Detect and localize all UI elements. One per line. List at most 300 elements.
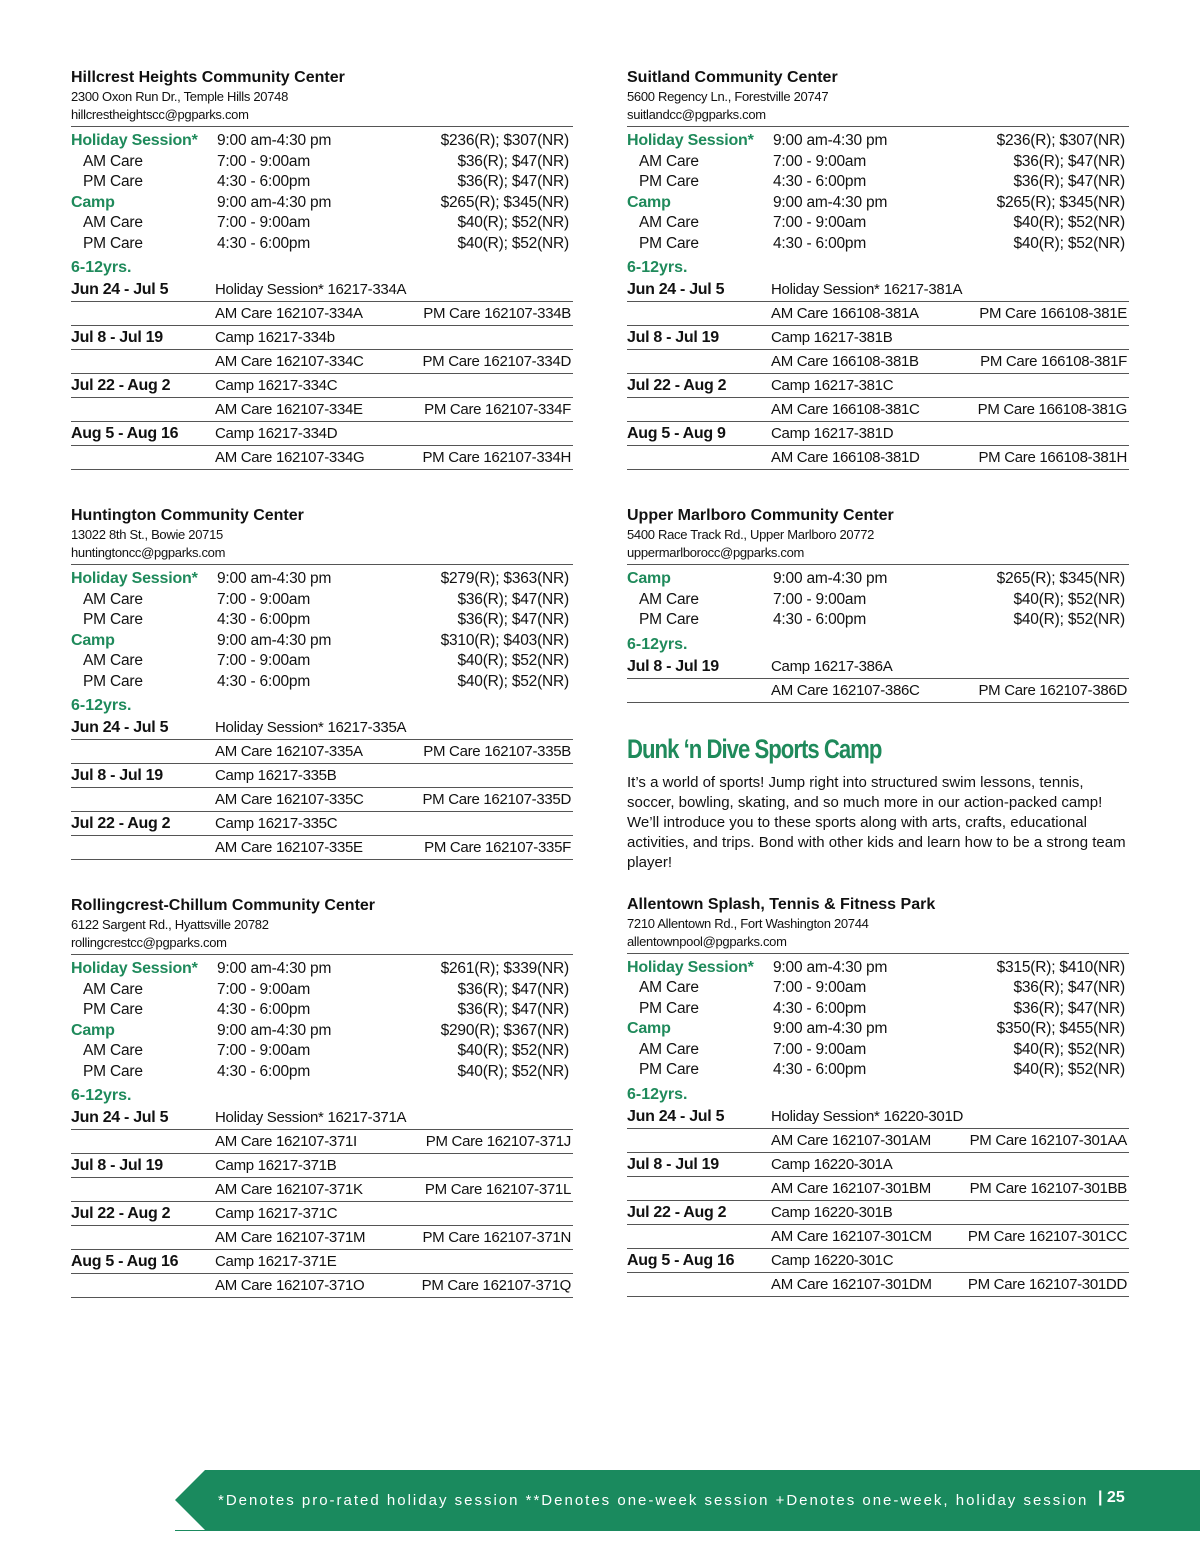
price-label: Camp [627, 1020, 671, 1037]
price-time: 7:00 - 9:00am [217, 652, 311, 669]
session-pm-code [571, 717, 573, 739]
session-pm-code: PM Care 162107-301CC [967, 1227, 1127, 1245]
price-label: AM Care [83, 214, 143, 231]
price-row [627, 610, 1129, 631]
price-label: Camp [627, 570, 671, 587]
session-code: AM Care 162107-335A [215, 743, 363, 760]
session-date: Aug 5 - Aug 9 [627, 425, 726, 442]
price-time: 7:00 - 9:00am [773, 979, 867, 996]
price-time: 9:00 am-4:30 pm [217, 960, 332, 977]
price-time: 7:00 - 9:00am [773, 152, 867, 170]
session-pm-code: PM Care 166108-381H [978, 449, 1127, 466]
session-row [627, 1105, 1129, 1129]
price-time: 9:00 am-4:30 pm [217, 1021, 332, 1039]
session-pm-code: PM Care 162107-335F [424, 839, 571, 856]
session-date [627, 447, 771, 469]
session-row [627, 1249, 1129, 1273]
session-row [71, 740, 573, 764]
session-pm-code [571, 1155, 573, 1177]
price-cost: $290(R); $367(NR) [440, 1021, 569, 1039]
community-center-block [71, 506, 573, 860]
session-date: Jul 8 - Jul 19 [627, 329, 719, 346]
price-row [71, 569, 573, 590]
center-address: 13022 8th St., Bowie 20715 [71, 527, 223, 542]
price-table [627, 569, 1129, 631]
center-address: 5400 Race Track Rd., Upper Marlboro 20772 [627, 527, 875, 542]
price-cost: $36(R); $47(NR) [1013, 152, 1125, 170]
session-code: Holiday Session* 16217-335A [215, 719, 407, 736]
age-range: 6-12yrs. [627, 635, 688, 653]
session-pm-code: PM Care 166108-381F [980, 353, 1127, 370]
session-row [627, 374, 1129, 398]
session-pm-code [1127, 375, 1129, 397]
session-pm-code [1127, 327, 1129, 349]
session-date [71, 1179, 215, 1201]
session-code: Camp 16217-371B [215, 1157, 337, 1174]
price-table [71, 959, 573, 1082]
price-cost: $265(R); $345(NR) [996, 193, 1125, 211]
session-pm-code [1127, 423, 1129, 445]
price-label: AM Care [83, 980, 143, 998]
price-row [71, 631, 573, 652]
price-cost: $36(R); $47(NR) [1013, 173, 1125, 190]
center-name: Allentown Splash, Tennis & Fitness Park [627, 895, 936, 913]
session-code: AM Care 166108-381A [771, 305, 919, 322]
price-cost: $40(R); $52(NR) [457, 652, 569, 669]
session-row [71, 1202, 573, 1226]
price-time: 9:00 am-4:30 pm [217, 570, 332, 587]
price-time: 9:00 am-4:30 pm [217, 193, 332, 211]
price-row [71, 172, 573, 193]
price-table [71, 569, 573, 692]
price-label: AM Care [83, 152, 143, 170]
price-row [627, 1040, 1129, 1061]
price-row [627, 234, 1129, 255]
price-time: 7:00 - 9:00am [217, 152, 311, 170]
price-table [627, 131, 1129, 254]
session-code: AM Care 162107-334A [215, 305, 363, 322]
center-email: hillcrestheightscc@pgparks.com [71, 106, 573, 127]
price-time: 7:00 - 9:00am [773, 214, 867, 231]
price-cost: $265(R); $345(NR) [996, 570, 1125, 587]
session-pm-code: PM Care 162107-301AA [969, 1131, 1127, 1149]
session-pm-code [571, 423, 573, 445]
price-row [627, 569, 1129, 590]
session-pm-code: PM Care 162107-371N [422, 1229, 571, 1246]
price-label: PM Care [83, 234, 143, 252]
session-date: Jul 8 - Jul 19 [71, 329, 163, 346]
price-label: PM Care [83, 1062, 143, 1080]
session-pm-code: PM Care 162107-334H [422, 449, 571, 466]
session-date [71, 1275, 215, 1297]
price-label: Holiday Session* [71, 570, 198, 587]
session-code: AM Care 162107-334C [215, 353, 364, 370]
session-row [627, 422, 1129, 446]
price-time: 4:30 - 6:00pm [773, 611, 867, 628]
session-row [627, 446, 1129, 470]
center-name: Rollingcrest-Chillum Community Center [71, 897, 376, 914]
session-pm-code [571, 1251, 573, 1273]
session-code: Camp 16217-381C [771, 377, 894, 394]
session-code: Camp 16217-334b [215, 329, 335, 346]
price-time: 4:30 - 6:00pm [773, 999, 867, 1017]
session-date [627, 303, 771, 325]
session-row [71, 446, 573, 470]
session-code: Camp 16217-334D [215, 425, 338, 442]
session-pm-code: PM Care 162107-386D [978, 681, 1127, 699]
session-date: Aug 5 - Aug 16 [627, 1251, 735, 1269]
right-column [627, 68, 1129, 1333]
session-code: Camp 16217-371C [215, 1205, 338, 1222]
session-row [71, 1226, 573, 1250]
price-label: AM Care [639, 1040, 699, 1058]
session-date: Aug 5 - Aug 16 [71, 1253, 179, 1270]
session-code: Camp 16217-386A [771, 657, 893, 675]
session-date: Jul 8 - Jul 19 [627, 1155, 719, 1173]
price-row [71, 1021, 573, 1042]
session-date: Jun 24 - Jul 5 [627, 1107, 725, 1125]
price-cost: $36(R); $47(NR) [457, 980, 569, 998]
price-row [71, 590, 573, 611]
session-code: AM Care 166108-381D [771, 449, 920, 466]
session-row [71, 302, 573, 326]
session-row [627, 1177, 1129, 1201]
session-table [71, 1106, 573, 1298]
session-date: Jul 22 - Aug 2 [71, 377, 171, 394]
price-row [71, 234, 573, 255]
session-date: Jul 22 - Aug 2 [627, 1203, 727, 1221]
session-row [71, 278, 573, 302]
price-row [71, 1000, 573, 1021]
session-date [71, 1227, 215, 1249]
session-code: Holiday Session* 16217-334A [215, 281, 407, 298]
session-row [71, 812, 573, 836]
price-time: 7:00 - 9:00am [217, 1042, 311, 1059]
session-row [627, 655, 1129, 679]
session-pm-code: PM Care 162107-371L [424, 1181, 571, 1198]
session-date: Jun 24 - Jul 5 [71, 1109, 169, 1126]
session-pm-code [571, 1107, 573, 1129]
session-code: Camp 16220-301A [771, 1155, 893, 1173]
session-code: AM Care 162107-334G [215, 449, 365, 466]
price-row [627, 193, 1129, 214]
session-pm-code: PM Care 162107-301DD [967, 1275, 1127, 1293]
price-cost: $279(R); $363(NR) [440, 570, 569, 587]
price-label: PM Care [83, 672, 143, 690]
session-date [71, 447, 215, 469]
price-cost: $40(R); $52(NR) [457, 214, 569, 231]
price-cost: $236(R); $307(NR) [440, 132, 569, 149]
price-row [71, 959, 573, 980]
price-label: Camp [71, 631, 115, 649]
price-row [627, 152, 1129, 173]
session-row [627, 326, 1129, 350]
session-row [627, 1201, 1129, 1225]
session-pm-code: PM Care 162107-371Q [421, 1277, 571, 1294]
price-row [627, 590, 1129, 611]
session-row [627, 1225, 1129, 1249]
price-cost: $36(R); $47(NR) [457, 590, 569, 608]
price-cost: $36(R); $47(NR) [457, 611, 569, 628]
price-time: 7:00 - 9:00am [217, 214, 311, 231]
session-code: AM Care 166108-381C [771, 401, 920, 418]
price-table [627, 958, 1129, 1081]
price-time: 9:00 am-4:30 pm [773, 958, 888, 976]
session-date: Aug 5 - Aug 16 [71, 425, 179, 442]
session-pm-code: PM Care 162107-371J [425, 1133, 571, 1150]
price-cost: $40(R); $52(NR) [1013, 234, 1125, 252]
price-label: Holiday Session* [71, 132, 198, 149]
session-code: AM Care 162107-371I [215, 1133, 357, 1150]
page-number: | 25 [1098, 1489, 1125, 1506]
center-email: rollingcrestcc@pgparks.com [71, 934, 573, 955]
session-code: Camp 16217-381D [771, 425, 894, 442]
price-cost: $40(R); $52(NR) [457, 1062, 569, 1080]
session-date: Jul 22 - Aug 2 [71, 815, 171, 832]
right-column-top [627, 68, 1129, 703]
price-label: PM Care [83, 1001, 143, 1018]
session-pm-code [571, 327, 573, 349]
session-code: AM Care 162107-301BM [771, 1179, 931, 1197]
community-center-block [627, 506, 1129, 703]
price-row [71, 1062, 573, 1083]
session-date [627, 351, 771, 373]
price-time: 9:00 am-4:30 pm [773, 132, 888, 149]
session-date: Jul 22 - Aug 2 [627, 377, 727, 394]
price-time: 4:30 - 6:00pm [217, 611, 311, 628]
community-center-block [627, 895, 1129, 1297]
session-pm-code [571, 1203, 573, 1225]
price-label: Camp [71, 193, 115, 211]
session-date [627, 680, 771, 702]
session-row [71, 422, 573, 446]
session-date: Jul 8 - Jul 19 [627, 657, 719, 675]
session-code: AM Care 162107-301DM [771, 1275, 932, 1293]
session-pm-code [571, 813, 573, 835]
session-row [627, 278, 1129, 302]
session-date: Jun 24 - Jul 5 [627, 281, 725, 298]
session-code: Camp 16220-301B [771, 1203, 893, 1221]
session-table [71, 278, 573, 470]
session-date [71, 303, 215, 325]
center-address: 5600 Regency Ln., Forestville 20747 [627, 89, 829, 104]
price-label: Camp [71, 1021, 115, 1039]
price-cost: $40(R); $52(NR) [1013, 611, 1125, 628]
session-row [627, 398, 1129, 422]
price-label: AM Care [639, 979, 699, 996]
session-row [71, 788, 573, 812]
session-pm-code: PM Care 162107-334F [424, 401, 571, 418]
session-code: AM Care 162107-386C [771, 681, 920, 699]
center-name: Hillcrest Heights Community Center [71, 69, 345, 86]
price-row [627, 131, 1129, 152]
right-column-bottom [627, 895, 1129, 1297]
session-code: Camp 16220-301C [771, 1251, 894, 1269]
price-row [71, 152, 573, 173]
session-pm-code: PM Care 166108-381E [979, 305, 1127, 322]
price-label: Camp [627, 193, 671, 211]
session-date [71, 399, 215, 421]
price-label: PM Care [639, 173, 699, 190]
price-label: AM Care [639, 214, 699, 231]
session-row [71, 1178, 573, 1202]
price-row [71, 672, 573, 693]
session-date [627, 1178, 771, 1200]
dunk-title: Dunk ‘n Dive Sports Camp [627, 733, 882, 764]
price-cost: $36(R); $47(NR) [457, 152, 569, 170]
price-label: Holiday Session* [627, 132, 754, 149]
session-pm-code [1127, 656, 1129, 678]
age-range: 6-12yrs. [71, 259, 132, 276]
community-center-block [71, 896, 573, 1298]
footer-arrow-notch [175, 1470, 205, 1530]
price-label: AM Care [639, 152, 699, 170]
session-pm-code: PM Care 162107-301BB [969, 1179, 1127, 1197]
price-row [627, 978, 1129, 999]
footer-note: *Denotes pro-rated holiday session **Denotes one-week session +Denotes one-week, holiday session [218, 1492, 1089, 1509]
price-cost: $40(R); $52(NR) [1013, 214, 1125, 231]
session-table [71, 716, 573, 860]
session-date [71, 741, 215, 763]
session-code: Holiday Session* 16220-301D [771, 1107, 964, 1125]
session-date: Jul 8 - Jul 19 [71, 1157, 163, 1174]
price-row [71, 980, 573, 1001]
session-row [71, 764, 573, 788]
left-column [71, 68, 573, 1334]
session-table [627, 655, 1129, 703]
price-cost: $36(R); $47(NR) [1013, 979, 1125, 996]
session-row [627, 1273, 1129, 1297]
price-cost: $36(R); $47(NR) [457, 1001, 569, 1018]
price-row [627, 172, 1129, 193]
dunk-description: It’s a world of sports! Jump right into structured swim lessons, tennis, soccer, bowling, skating, and so much more in our action-packed camp! We’ll introduce you to these sports along with arts, crafts, educational activities, and trips. Bond with other kids and learn how to be a strong team player! [627, 773, 1126, 871]
session-code: AM Care 162107-334E [215, 401, 363, 418]
session-date [627, 1226, 771, 1248]
session-date [627, 1130, 771, 1152]
session-pm-code [571, 765, 573, 787]
session-code: AM Care 162107-301AM [771, 1131, 931, 1149]
price-cost: $36(R); $47(NR) [1013, 999, 1125, 1017]
price-label: AM Care [83, 652, 143, 669]
price-row [71, 1041, 573, 1062]
price-time: 9:00 am-4:30 pm [773, 1020, 888, 1037]
session-date [71, 351, 215, 373]
session-code: Camp 16217-381B [771, 329, 893, 346]
session-pm-code: PM Care 162107-334D [422, 353, 571, 370]
price-cost: $40(R); $52(NR) [1013, 590, 1125, 608]
price-row [627, 1060, 1129, 1081]
session-date [71, 837, 215, 859]
price-label: PM Care [83, 173, 143, 190]
center-address: 6122 Sargent Rd., Hyattsville 20782 [71, 917, 269, 932]
price-cost: $40(R); $52(NR) [457, 672, 569, 690]
price-cost: $261(R); $339(NR) [440, 960, 569, 977]
price-row [627, 999, 1129, 1020]
price-time: 4:30 - 6:00pm [217, 1062, 311, 1080]
session-row [627, 302, 1129, 326]
session-pm-code [1127, 1202, 1129, 1224]
price-time: 9:00 am-4:30 pm [773, 570, 888, 587]
price-row [71, 193, 573, 214]
price-label: AM Care [639, 590, 699, 608]
session-table [627, 1105, 1129, 1297]
session-table [627, 278, 1129, 470]
price-label: PM Care [83, 611, 143, 628]
session-row [627, 350, 1129, 374]
age-range: 6-12yrs. [627, 259, 688, 276]
session-pm-code: PM Care 162107-335D [422, 791, 571, 808]
price-time: 9:00 am-4:30 pm [217, 631, 332, 649]
session-code: AM Care 162107-335C [215, 791, 364, 808]
session-code: AM Care 162107-371M [215, 1229, 366, 1246]
session-pm-code [571, 279, 573, 301]
price-cost: $265(R); $345(NR) [440, 193, 569, 211]
session-code: Camp 16217-335C [215, 815, 338, 832]
session-row [71, 350, 573, 374]
session-row [627, 679, 1129, 703]
session-code: Holiday Session* 16217-371A [215, 1109, 407, 1126]
price-cost: $236(R); $307(NR) [996, 132, 1125, 149]
age-range: 6-12yrs. [71, 1087, 132, 1104]
center-name: Upper Marlboro Community Center [627, 507, 894, 524]
community-center-block [71, 68, 573, 470]
price-row [627, 213, 1129, 234]
session-pm-code: PM Care 162107-334B [423, 305, 571, 322]
session-pm-code [1127, 279, 1129, 301]
price-time: 4:30 - 6:00pm [217, 173, 311, 190]
session-code: AM Care 162107-335E [215, 839, 363, 856]
price-row [71, 131, 573, 152]
price-cost: $40(R); $52(NR) [457, 1042, 569, 1059]
price-cost: $36(R); $47(NR) [457, 173, 569, 190]
session-code: AM Care 162107-301CM [771, 1227, 932, 1245]
price-label: AM Care [83, 1042, 143, 1059]
price-time: 4:30 - 6:00pm [217, 234, 311, 252]
price-label: AM Care [83, 590, 143, 608]
session-code: Camp 16217-334C [215, 377, 338, 394]
price-row [627, 958, 1129, 979]
session-code: Camp 16217-371E [215, 1253, 337, 1270]
price-label: PM Care [639, 234, 699, 252]
session-date: Jul 8 - Jul 19 [71, 767, 163, 784]
session-row [627, 1129, 1129, 1153]
session-pm-code [1127, 1154, 1129, 1176]
price-time: 7:00 - 9:00am [773, 1040, 867, 1058]
session-date [627, 399, 771, 421]
session-code: AM Care 162107-371K [215, 1181, 363, 1198]
price-cost: $40(R); $52(NR) [1013, 1061, 1125, 1078]
center-email: uppermarlborocc@pgparks.com [627, 544, 1129, 565]
price-time: 7:00 - 9:00am [773, 590, 867, 608]
dunk-section [627, 733, 1129, 873]
session-pm-code [1127, 1250, 1129, 1272]
price-time: 4:30 - 6:00pm [773, 1061, 867, 1078]
age-range: 6-12yrs. [71, 697, 132, 714]
price-cost: $40(R); $52(NR) [1013, 1040, 1125, 1058]
session-row [71, 1250, 573, 1274]
session-row [627, 1153, 1129, 1177]
price-label: PM Care [639, 611, 699, 628]
price-cost: $310(R); $403(NR) [440, 631, 569, 649]
center-email: suitlandcc@pgparks.com [627, 106, 1129, 127]
price-time: 4:30 - 6:00pm [217, 672, 311, 690]
price-time: 9:00 am-4:30 pm [217, 132, 332, 149]
center-email: allentownpool@pgparks.com [627, 933, 1129, 954]
center-name: Huntington Community Center [71, 507, 304, 524]
session-row [71, 1106, 573, 1130]
center-name: Suitland Community Center [627, 69, 838, 86]
price-label: PM Care [639, 1061, 699, 1078]
